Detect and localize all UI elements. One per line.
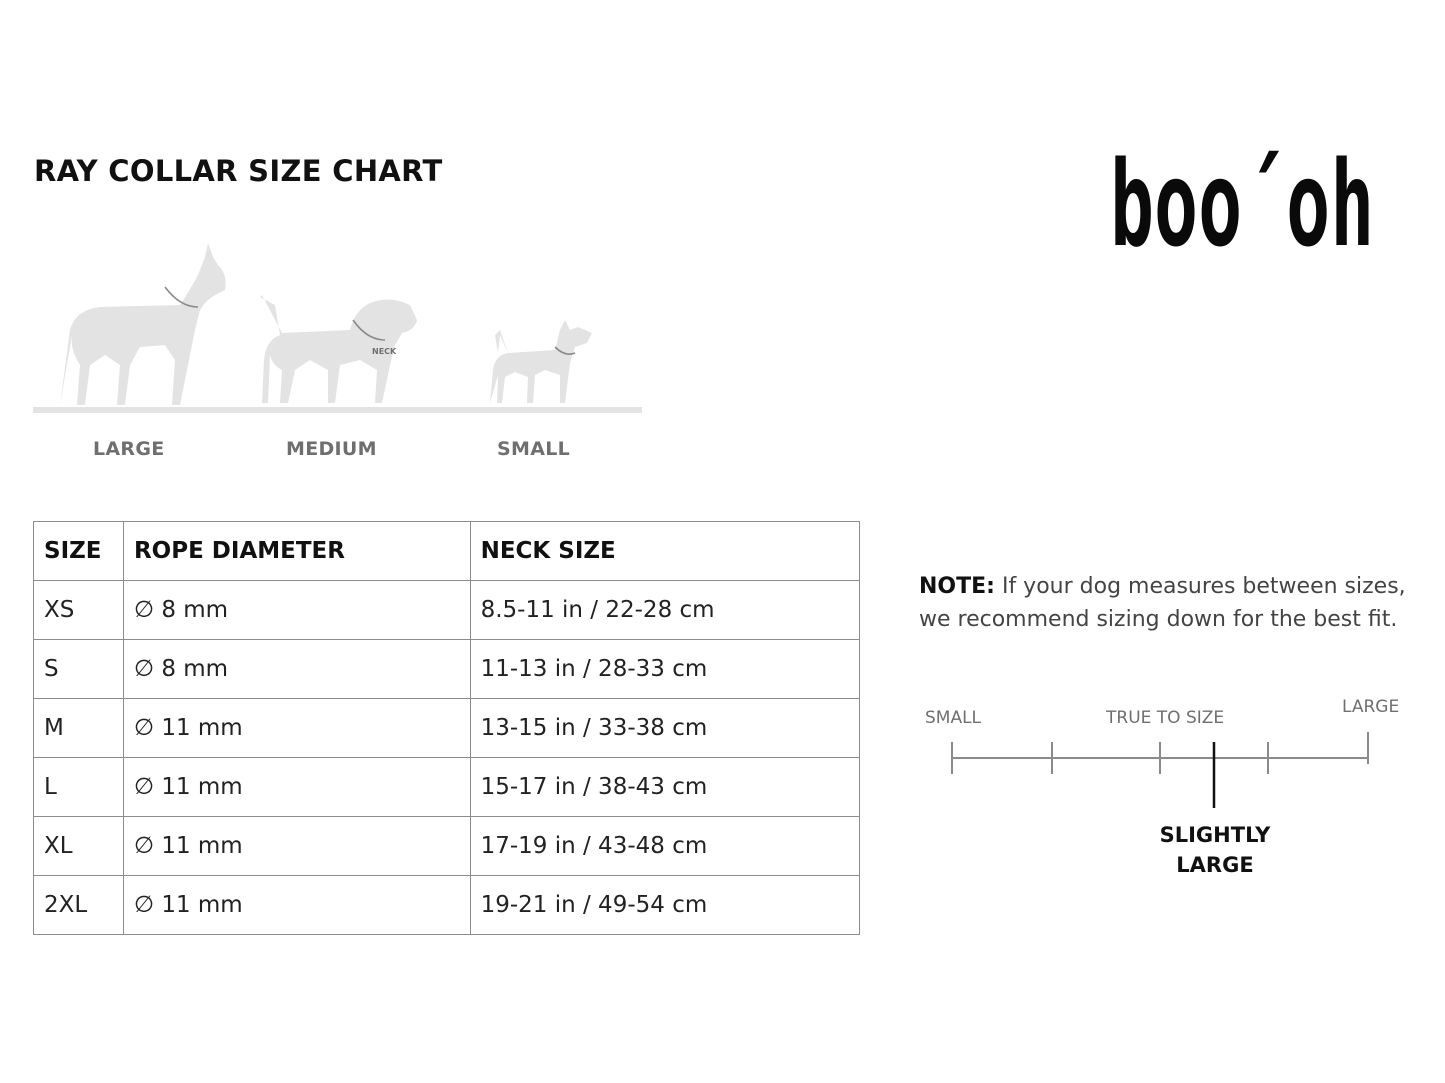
size-cell: 2XL [34,876,124,935]
neck-size-cell: 8.5-11 in / 22-28 cm [470,581,859,640]
rope-diameter-cell: ∅ 11 mm [123,699,470,758]
rope-diameter-cell: ∅ 11 mm [123,758,470,817]
neck-size-cell: 11-13 in / 28-33 cm [470,640,859,699]
ground-line [33,407,642,413]
fit-note [919,570,1419,636]
size-table [33,521,860,935]
scale-label-large: LARGE [1342,697,1400,717]
rope-diameter-cell: ∅ 8 mm [123,640,470,699]
large-dog-icon [60,243,226,405]
note-text: If your dog measures between sizes, we recommend sizing down for the best fit. [919,574,1406,632]
dog-label-large: LARGE [93,438,165,460]
neck-size-cell: 15-17 in / 38-43 cm [470,758,859,817]
rope-diameter-cell: ∅ 11 mm [123,817,470,876]
header-size: SIZE [34,522,124,581]
size-cell: S [34,640,124,699]
small-dog-icon [490,320,592,403]
rope-diameter-cell: ∅ 8 mm [123,581,470,640]
scale-label-true-to-size: TRUE TO SIZE [1106,708,1225,728]
dog-label-medium: MEDIUM [286,438,377,460]
table-header-row [34,522,860,581]
fit-marker-line1: SLIGHTLY [1159,823,1271,847]
fit-scale [940,728,1380,818]
size-cell: XL [34,817,124,876]
header-neck-size: NECK SIZE [470,522,859,581]
size-cell: L [34,758,124,817]
neck-label: NECK [372,347,397,356]
table-row [34,699,860,758]
page-title: RAY COLLAR SIZE CHART [34,154,443,188]
fit-marker-line2: LARGE [1176,853,1254,877]
size-cell: M [34,699,124,758]
scale-label-small: SMALL [925,708,982,728]
dog-label-small: SMALL [497,438,571,460]
table-row [34,817,860,876]
fit-marker-label [1140,820,1290,880]
brand-logo [1110,140,1420,260]
size-cell: XS [34,581,124,640]
table-row [34,876,860,935]
rope-diameter-cell: ∅ 11 mm [123,876,470,935]
dog-silhouettes [30,235,650,430]
note-label: NOTE: [919,574,995,599]
table-row [34,581,860,640]
brand-logo-text: boo´oh [1110,140,1375,255]
neck-size-cell: 19-21 in / 49-54 cm [470,876,859,935]
header-rope-diameter: ROPE DIAMETER [123,522,470,581]
neck-size-cell: 17-19 in / 43-48 cm [470,817,859,876]
neck-size-cell: 13-15 in / 33-38 cm [470,699,859,758]
table-row [34,640,860,699]
table-row [34,758,860,817]
